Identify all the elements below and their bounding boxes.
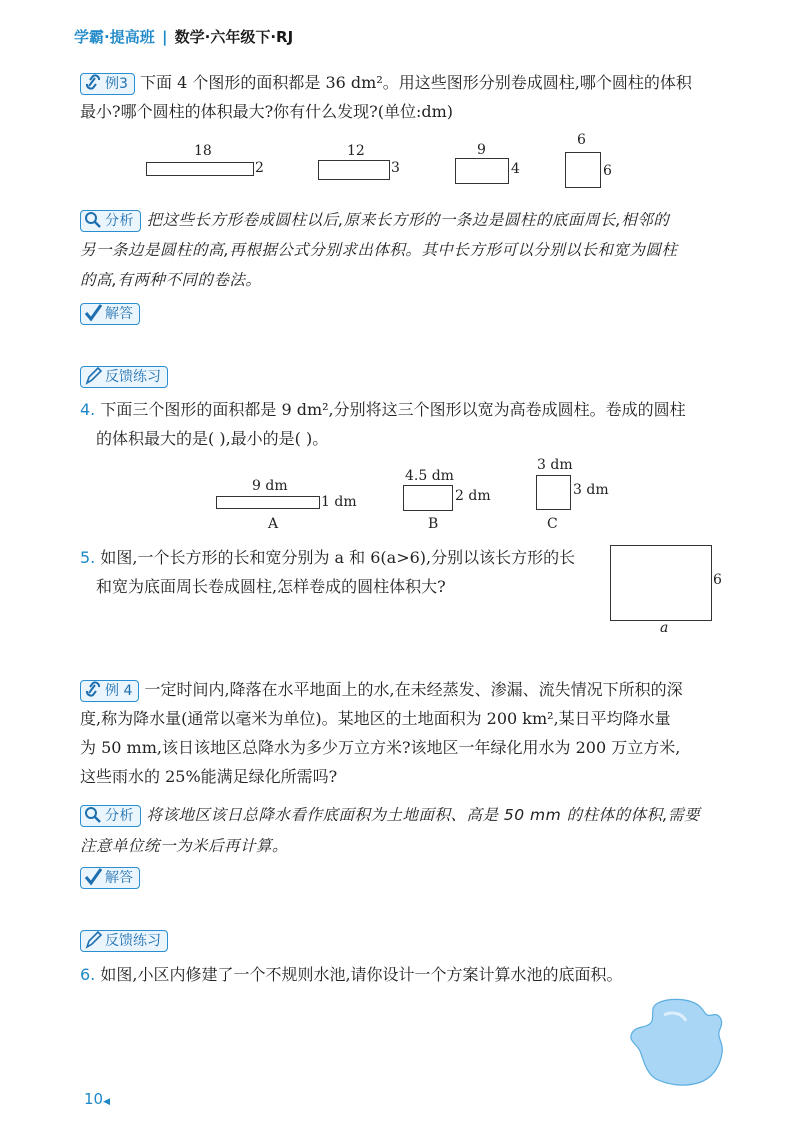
analysis-4 — [80, 800, 720, 862]
example-4-badge-label: 例 4 — [105, 682, 133, 699]
example-4-text-3: 为 50 mm,该日该地区总降水为多少万立方米?该地区一年绿化用水为 200 万立方米, — [80, 738, 681, 757]
series-brand: 学霸·提高班 — [74, 28, 155, 46]
analysis-3-text-2: 另一条边是圆柱的高,再根据公式分别求出体积。其中长方形可以分别以长和宽为圆柱 — [80, 241, 678, 259]
checkmark-icon — [83, 866, 103, 888]
figA-name: A — [268, 516, 279, 532]
question-6-text: 如图,小区内修建了一个不规则水池,请你设计一个方案计算水池的底面积。 — [100, 965, 623, 984]
question-5-text-2: 和宽为底面周长卷成圆柱,怎样卷成的圆柱体积大? — [96, 577, 446, 596]
example-4-badge — [80, 680, 139, 702]
page-arrow-icon: ◀ — [103, 1097, 111, 1107]
header-separator: | — [161, 28, 168, 46]
fig1-side-label: 2 — [255, 160, 264, 176]
question-6 — [80, 960, 720, 989]
figA-top-label: 9 dm — [252, 478, 288, 494]
figC-side-label: 3 dm — [573, 482, 609, 498]
practice-badge-label: 反馈练习 — [105, 933, 161, 949]
analysis-4-text-2: 注意单位统一为米后再计算。 — [80, 837, 289, 855]
figC-square — [536, 475, 571, 510]
question-4-text-1: 下面三个图形的面积都是 9 dm²,分别将这三个图形以宽为高卷成圆柱。卷成的圆柱 — [100, 400, 686, 419]
fig3-top-label: 9 — [477, 142, 486, 158]
question-5-side-label: 6 — [713, 572, 722, 588]
analysis-4-line-1 — [80, 800, 720, 831]
analysis-4-text-1: 将该地区该日总降水看作底面积为土地面积、高是 50 mm 的柱体的体积,需要 — [146, 806, 701, 824]
figB-top-label: 4.5 dm — [405, 468, 454, 484]
irregular-pool-shape — [620, 995, 730, 1090]
analysis-3-badge-label: 分析 — [105, 212, 134, 229]
question-5-number: 5. — [80, 548, 96, 567]
practice-badge-label: 反馈练习 — [105, 369, 161, 385]
figA-rectangle — [216, 496, 320, 509]
magnifier-icon — [83, 804, 103, 826]
fig4-top-label: 6 — [577, 132, 586, 148]
answer-badge-label: 解答 — [105, 870, 133, 886]
example-3-text-1: 下面 4 个图形的面积都是 36 dm²。用这些图形分别卷成圆柱,哪个圆柱的体积 — [140, 73, 692, 92]
figB-side-label: 2 dm — [455, 488, 491, 504]
example-4 — [80, 675, 720, 791]
question-5-bottom-label: a — [660, 620, 669, 636]
answer-badge-label: 解答 — [105, 306, 133, 322]
figC-name: C — [547, 516, 558, 532]
analysis-3-text-3: 的高,有两种不同的卷法。 — [80, 271, 262, 289]
example-4-line-1 — [80, 675, 720, 704]
page-number-value: 10 — [84, 1090, 104, 1108]
figB-name: B — [428, 516, 439, 532]
analysis-4-badge-label: 分析 — [105, 807, 134, 824]
page-number — [84, 1090, 110, 1108]
question-5-text-1: 如图,一个长方形的长和宽分别为 a 和 6(a>6),分别以该长方形的长 — [100, 548, 576, 567]
fig1-top-label: 18 — [194, 143, 212, 159]
example-4-text-2: 度,称为降水量(通常以毫米为单位)。某地区的土地面积为 200 km²,某日平均降水量 — [80, 709, 671, 728]
question-5-line-1 — [80, 543, 600, 572]
fig2-side-label: 3 — [391, 160, 400, 176]
figA-side-label: 1 dm — [321, 494, 357, 510]
example-4-text-4: 这些雨水的 25%能满足绿化所需吗? — [80, 767, 338, 786]
analysis-4-badge — [80, 805, 141, 827]
question-5 — [80, 543, 600, 601]
practice-section-2 — [80, 930, 168, 952]
figB-rectangle — [403, 485, 453, 511]
analysis-3-text-1: 把这些长方形卷成圆柱以后,原来长方形的一条边是圆柱的底面周长,相邻的 — [146, 211, 670, 229]
answer-badge — [80, 867, 140, 889]
question-4-number: 4. — [80, 400, 96, 419]
fig4-side-label: 6 — [603, 163, 612, 179]
question-4-text-2: 的体积最大的是( ),最小的是( )。 — [96, 429, 329, 448]
answer-section-2 — [80, 867, 140, 889]
series-subject: 数学·六年级下·RJ — [174, 28, 294, 46]
pencil-icon — [83, 929, 103, 951]
example-3-text-2: 最小?哪个圆柱的体积最大?你有什么发现?(单位:dm) — [80, 102, 454, 121]
question-6-number: 6. — [80, 965, 96, 984]
fig3-side-label: 4 — [511, 161, 520, 177]
figC-top-label: 3 dm — [537, 457, 573, 473]
example-4-text-1: 一定时间内,降落在水平地面上的水,在未经蒸发、渗漏、流失情况下所积的深 — [144, 680, 683, 699]
practice-badge — [80, 930, 168, 952]
link-icon — [83, 679, 103, 701]
example-3-badge-label: 例3 — [105, 75, 128, 92]
fig2-top-label: 12 — [347, 143, 365, 159]
question-4-figures — [0, 0, 800, 560]
question-5-rectangle — [610, 545, 712, 621]
